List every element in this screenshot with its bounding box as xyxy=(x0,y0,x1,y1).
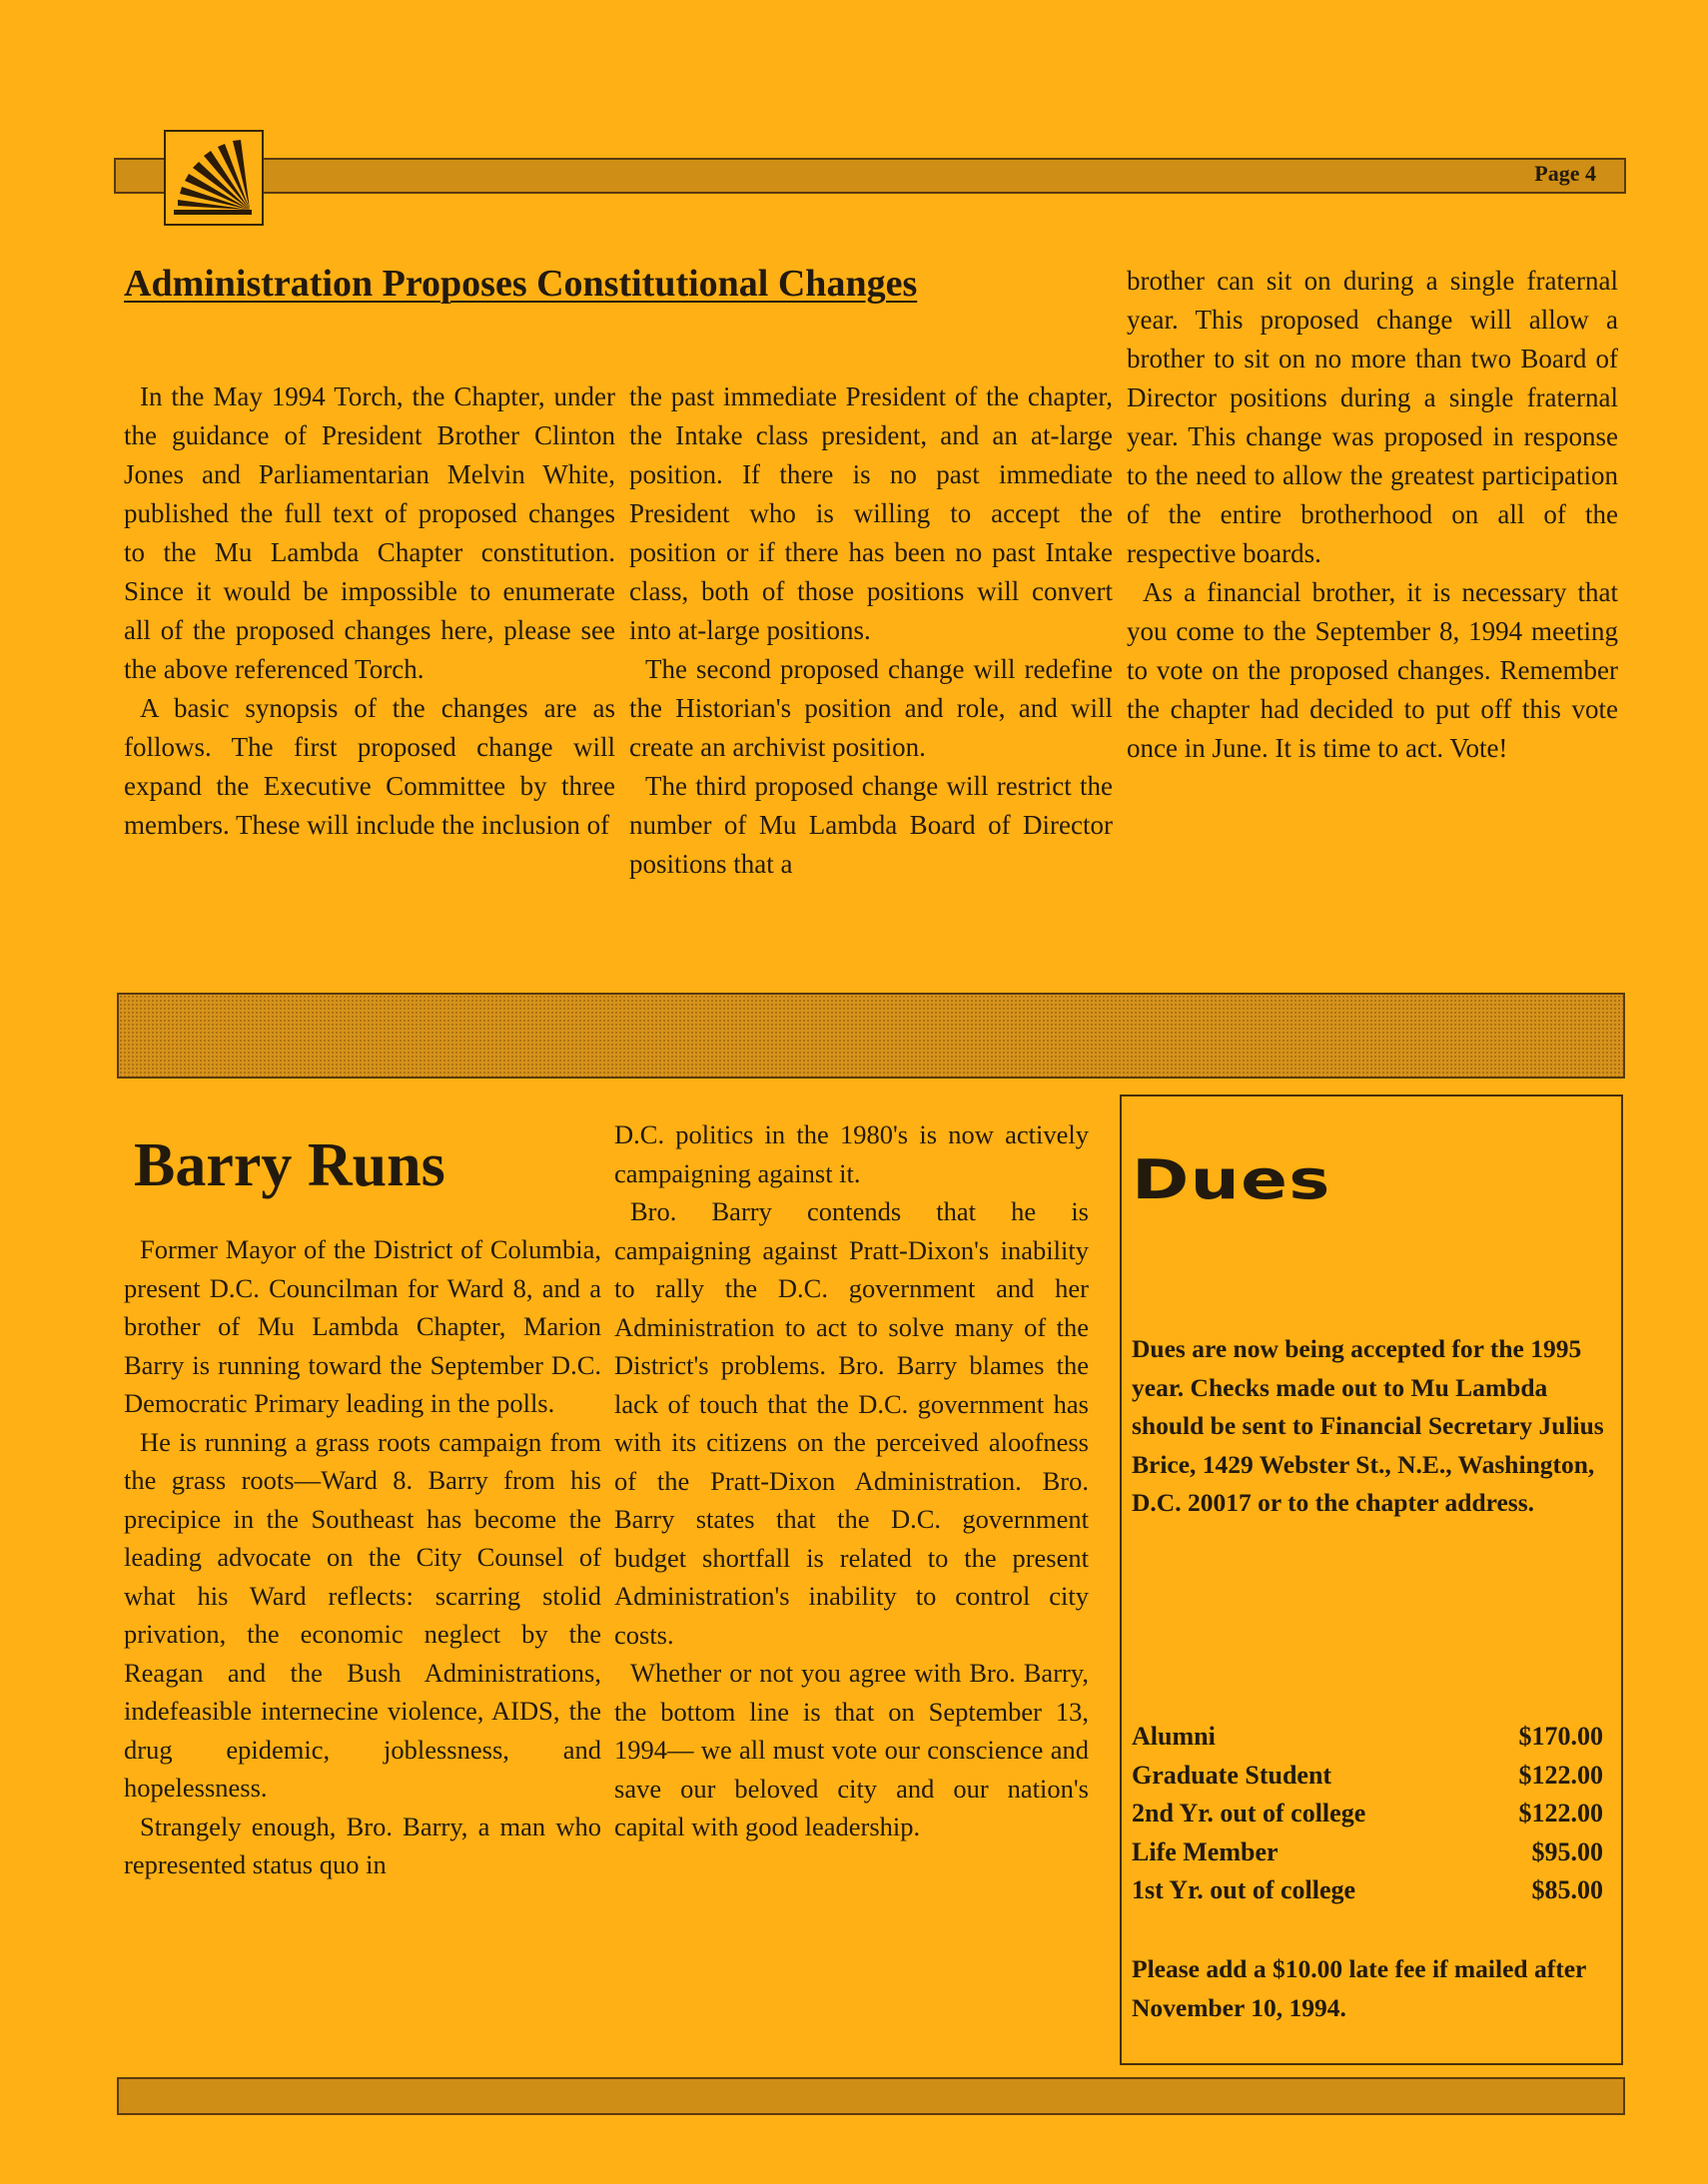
rate-amount: $95.00 xyxy=(1531,1836,1603,1866)
paragraph: Whether or not you agree with Bro. Barry, the bottom line is that on September 13, 1994— we all must vote our conscience and save our beloved city and our nation's capital with good leadership. xyxy=(614,1658,1089,1841)
paragraph: In the May 1994 Torch, the Chapter, under the guidance of President Brother Clinton Jones and Parliamentarian Melvin White, published the full text of proposed changes to the Mu Lambda Chapter constitution. Since it would be impossible to enumerate all of the proposed changes here, please see the above referenced Torch. xyxy=(124,381,615,684)
article-barry-column-2 xyxy=(614,1115,1089,1846)
table-row xyxy=(1132,1871,1603,1910)
paragraph: Strangely enough, Bro. Barry, a man who represented status quo in xyxy=(124,1811,601,1879)
rate-category: Alumni xyxy=(1132,1722,1216,1752)
rate-amount: $170.00 xyxy=(1518,1722,1603,1752)
rate-amount: $85.00 xyxy=(1531,1875,1603,1905)
article-barry-column-1 xyxy=(124,1230,601,1884)
dues-rate-table xyxy=(1132,1718,1603,1910)
article-constitution-column-3 xyxy=(1127,262,1618,768)
rate-amount: $122.00 xyxy=(1518,1799,1603,1828)
table-row xyxy=(1132,1718,1603,1757)
footer-bar xyxy=(117,2077,1625,2115)
dues-title: Dues xyxy=(1132,1148,1331,1211)
table-row xyxy=(1132,1795,1603,1833)
section-divider xyxy=(117,993,1625,1079)
paragraph: A basic synopsis of the changes are as follows. The first proposed change will expand the Executive Committee by three members. These will include the inclusion of xyxy=(124,693,615,840)
paragraph: the past immediate President of the chapter, the Intake class president, and an at-large position. If there is no past immediate President who is willing to accept the position or if there has been no past Intake class, both of those positions will convert into at-large positions. xyxy=(629,381,1113,645)
late-fee-note: Please add a $10.00 late fee if mailed after November 10, 1994. xyxy=(1132,1954,1586,2022)
paragraph: He is running a grass roots campaign from the grass roots—Ward 8. Barry from his precipice in the Southeast has become the leading advocate on the City Counsel of what his Ward reflects: scarring stolid privation, the economic neglect by the Reagan and the Bush Administrations, indefeasible internecine violence, AIDS, the drug epidemic, joblessness, and hopelessness. xyxy=(124,1426,601,1803)
paragraph: The second proposed change will redefine the Historian's position and role, and will create an archivist position. xyxy=(629,654,1113,762)
article-barry-headline: Barry Runs xyxy=(134,1131,445,1199)
dues-instructions: Dues are now being accepted for the 1995 year. Checks made out to Mu Lambda should be sent to Financial Secretary Julius Brice, 1429 Webster St., N.E., Washington, D.C. 20017 or to the chapter address. xyxy=(1132,1334,1604,1517)
article-constitution-headline: Administration Proposes Constitutional Changes xyxy=(124,263,918,305)
paragraph: Bro. Barry contends that he is campaigning against Pratt-Dixon's inability to rally the D.C. government and her Administration to act to solve many of the District's problems. Bro. Barry blames the lack of touch that the D.C. government has with its citizens on the perceived aloofness of the Pratt-Dixon Administration. Bro. Barry states that the D.C. government budget shortfall is related to the present Administration's inability to control city costs. xyxy=(614,1196,1089,1650)
page-number: Page 4 xyxy=(1534,161,1596,186)
rate-category: Life Member xyxy=(1132,1836,1279,1866)
rate-category: 2nd Yr. out of college xyxy=(1132,1799,1366,1828)
sunburst-icon xyxy=(170,136,258,220)
paragraph: Former Mayor of the District of Columbia, present D.C. Councilman for Ward 8, and a brother of Mu Lambda Chapter, Marion Barry is running toward the September D.C. Democratic Primary leading in the polls. xyxy=(124,1234,601,1418)
article-constitution-column-2 xyxy=(629,377,1113,884)
rate-amount: $122.00 xyxy=(1518,1760,1603,1790)
table-row xyxy=(1132,1833,1603,1872)
rate-category: 1st Yr. out of college xyxy=(1132,1875,1356,1905)
dues-box xyxy=(1120,1094,1623,2065)
paragraph: D.C. politics in the 1980's is now actively campaigning against it. xyxy=(614,1119,1089,1188)
article-constitution-column-1 xyxy=(124,377,615,845)
paragraph: As a financial brother, it is necessary that you come to the September 8, 1994 meeting to vote on the proposed changes. Remember the chapter had decided to put off this vote once in June. It is time to act. Vote! xyxy=(1127,577,1618,763)
header-bar xyxy=(114,158,1626,194)
paragraph: The third proposed change will restrict the number of Mu Lambda Board of Director positions that a xyxy=(629,771,1113,879)
rate-category: Graduate Student xyxy=(1132,1760,1332,1790)
torch-logo-icon xyxy=(164,130,264,226)
paragraph: brother can sit on during a single fraternal year. This proposed change will allow a brother to sit on no more than two Board of Director positions during a single fraternal year. This change was proposed in response to the need to allow the greatest participation of the entire brotherhood on all of the respective boards. xyxy=(1127,266,1618,568)
table-row xyxy=(1132,1757,1603,1796)
